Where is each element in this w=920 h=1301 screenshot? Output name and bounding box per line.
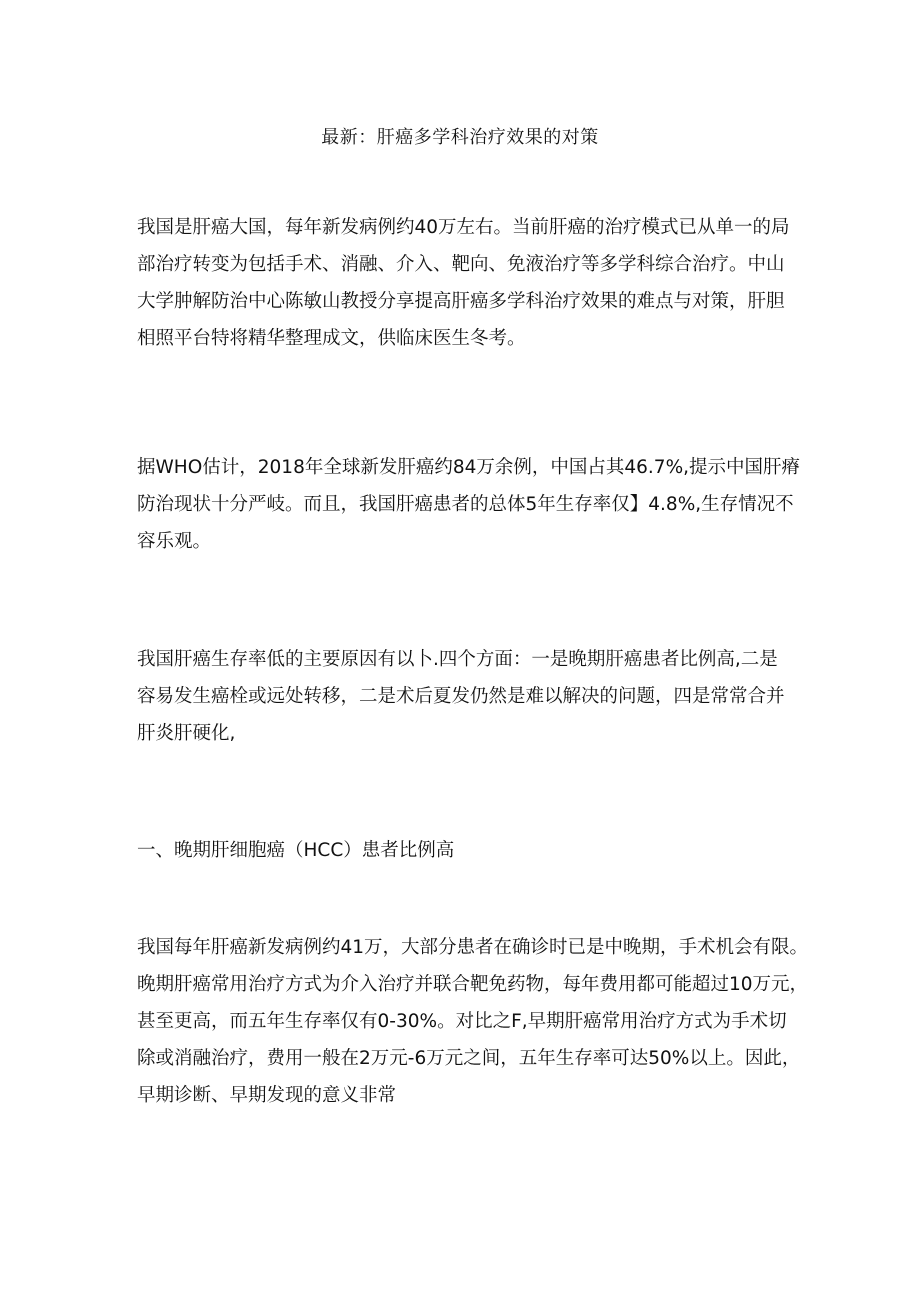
text-line: 我国肝癌生存率低的主要原因有以卜.四个方面：一是晚期肝癌患者比例高,二是 <box>137 649 778 670</box>
text-line: 肝炎肝硬化, <box>137 723 236 744</box>
text-line: 我国是肝癌大国，每年新发病例约40万左右。当前肝癌的治疗模式已从单一的局 <box>137 217 790 238</box>
text-line: 防治现状十分严岐。而且，我国肝癌患者的总体5年生存率仅】4.8%,生存情况不 <box>137 494 794 515</box>
text-line: 甚至更高，而五年生存率仅有0-30%。对比之F,早期肝癌常用治疗方式为手术切 <box>137 1011 787 1032</box>
text-line: 容易发生癌栓或远处转移，二是术后夏发仍然是难以解决的问题，四是常常合并 <box>137 686 785 707</box>
text-line: 据WHO估计，2018年全球新发肝癌约84万余例，中国占其46.7%,提示中国肝瘠 <box>137 457 801 478</box>
text-line: 晚期肝癌常用治疗方式为介入治疗并联合靶免药物，每年费用都可能超过10万元， <box>137 974 809 995</box>
paragraph-who-estimate <box>137 449 801 560</box>
paragraph-late-stage <box>137 929 809 1114</box>
text-line: 除或消融治疗，费用一般在2万元-6万元之间，五年生存率可达50%以上。因此， <box>137 1048 801 1069</box>
text-line: 容乐观。 <box>137 531 212 552</box>
text-line: 相照平台特将精华整理成文，供临床医生冬考。 <box>137 328 526 349</box>
document-title: 最新：肝癌多学科治疗效果的对策 <box>321 127 599 148</box>
paragraph-intro <box>137 209 797 357</box>
text-line: 早期诊断、早期发现的意义非常 <box>137 1085 397 1106</box>
heading-text: 一、晚期肝细胞癌（HCC）患者比例高 <box>137 840 455 861</box>
text-line: 大学肿解防治中心陈敏山教授分享提高肝癌多学科治疗效果的难点与对策，肝胆 <box>137 291 785 312</box>
text-line: 部治疗转变为包括手术、消融、介入、靶向、免液治疗等多学科综合治疗。中山 <box>137 254 785 275</box>
paragraph-reasons <box>137 641 797 752</box>
section-heading <box>137 832 797 869</box>
text-line: 我国每年肝癌新发病例约41万，大部分患者在确诊时已是中晚期，手术机会有限。 <box>137 937 809 958</box>
